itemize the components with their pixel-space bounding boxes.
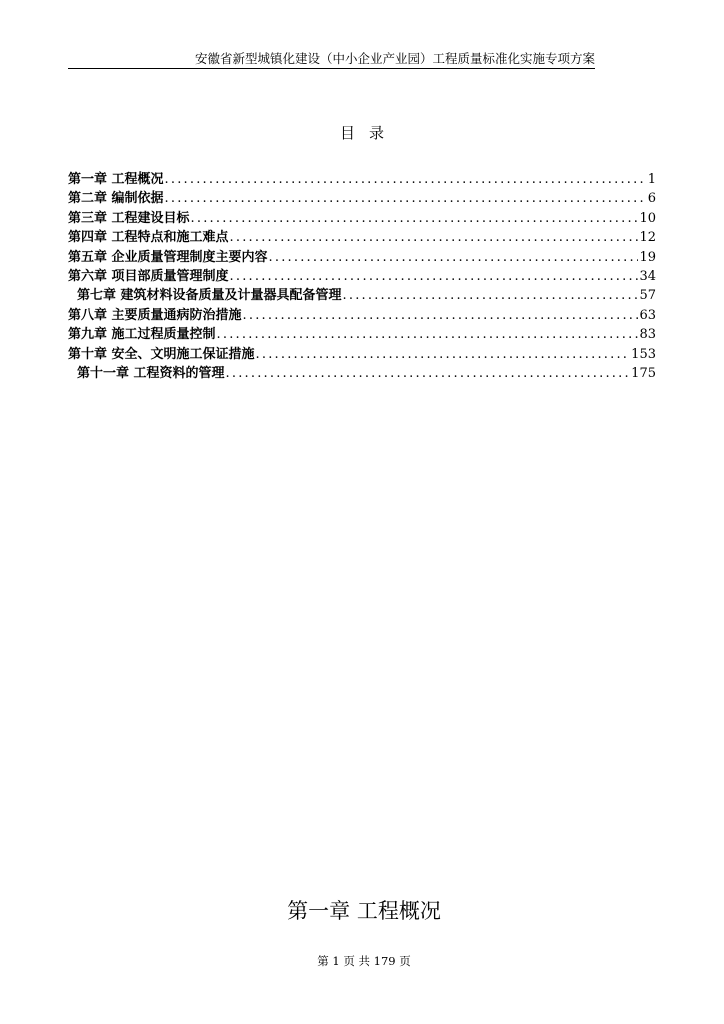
page-header [68, 50, 595, 69]
toc-entry-page: 1 [647, 172, 656, 187]
toc-entry-chapter-10[interactable] [68, 345, 656, 364]
toc-entry-page: 153 [631, 346, 656, 362]
toc-entry-page: 57 [639, 288, 656, 304]
toc-entry-chapter-8[interactable] [68, 306, 656, 325]
toc-entry-page: 175 [631, 365, 656, 381]
toc-entry-label: 第九章 施工过程质量控制 [68, 327, 216, 343]
toc-entry-chapter-7[interactable] [68, 286, 656, 305]
table-of-contents [68, 170, 656, 383]
chapter-heading: 第一章 工程概况 [287, 899, 441, 923]
toc-entry-chapter-2[interactable] [68, 189, 656, 208]
toc-entry-page: 63 [639, 307, 656, 323]
toc-entry-page: 19 [639, 249, 656, 265]
toc-dot-leader [191, 209, 639, 228]
header-title: 安徽省新型城镇化建设（中小企业产业园）工程质量标准化实施专项方案 [194, 51, 595, 66]
toc-entry-label: 第六章 项目部质量管理制度 [68, 268, 229, 284]
toc-entry-page: 6 [647, 191, 656, 207]
toc-entry-label: 第五章 企业质量管理制度主要内容 [68, 249, 268, 265]
toc-entry-label: 第八章 主要质量通病防治措施 [68, 307, 242, 323]
toc-entry-label: 第一章 工程概况 [68, 172, 164, 187]
toc-dot-leader [217, 325, 639, 344]
toc-entry-page: 34 [639, 268, 656, 284]
page-footer: 第 1 页 共 179 页 [317, 954, 411, 968]
toc-entry-label: 第七章 建筑材料设备质量及计量器具配备管理 [77, 288, 342, 304]
toc-dot-leader [226, 364, 631, 383]
toc-entry-chapter-6[interactable] [68, 267, 656, 286]
toc-entry-chapter-3[interactable] [68, 209, 656, 228]
toc-dot-leader [269, 248, 639, 267]
toc-entry-page: 12 [639, 230, 656, 246]
toc-entry-label: 第三章 工程建设目标 [68, 210, 190, 226]
toc-entry-chapter-1[interactable] [68, 170, 656, 189]
toc-entry-chapter-5[interactable] [68, 248, 656, 267]
toc-entry-chapter-9[interactable] [68, 325, 656, 344]
toc-dot-leader [243, 306, 639, 325]
toc-entry-page: 83 [639, 327, 656, 343]
toc-dot-leader [230, 267, 639, 286]
toc-entry-chapter-4[interactable] [68, 228, 656, 247]
toc-entry-chapter-11[interactable] [68, 364, 656, 383]
toc-entry-label: 第十章 安全、文明施工保证措施 [68, 346, 255, 362]
toc-entry-page: 10 [639, 210, 656, 226]
toc-dot-leader [256, 345, 631, 364]
toc-dot-leader [343, 286, 639, 305]
toc-entry-label: 第十一章 工程资料的管理 [77, 365, 225, 381]
toc-title: 目录 [339, 124, 398, 142]
toc-dot-leader [230, 228, 639, 247]
toc-entry-label: 第二章 编制依据 [68, 191, 164, 207]
toc-entry-label: 第四章 工程特点和施工难点 [68, 230, 229, 246]
toc-dot-leader [165, 170, 647, 189]
toc-dot-leader [165, 189, 647, 208]
